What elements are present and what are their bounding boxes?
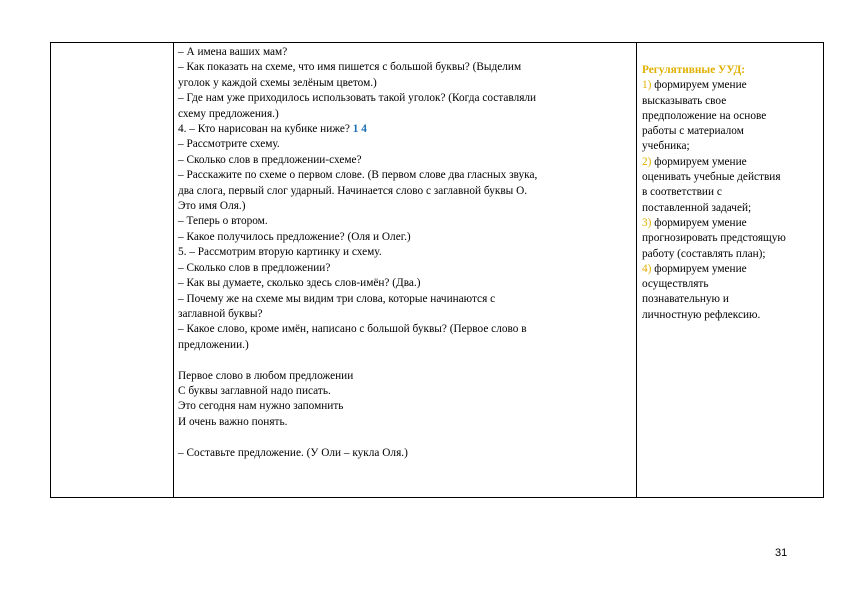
page-number: 31 xyxy=(775,547,788,559)
item-text: предположение на основе xyxy=(642,109,767,122)
item-text: формируем умение xyxy=(651,216,747,229)
item-text: оценивать учебные действия xyxy=(642,171,781,184)
item-text: работы с материалом xyxy=(642,125,744,138)
uud-item-2 xyxy=(642,155,819,170)
spacer xyxy=(178,430,632,445)
uud-heading: Регулятивные УУД: xyxy=(642,64,746,76)
text-line: – Какое получилось предложение? (Оля и Олег.) xyxy=(178,230,411,243)
text-line: – А имена ваших мам? xyxy=(178,46,288,58)
teacher-activity-cell xyxy=(174,43,637,498)
item-number: 2) xyxy=(642,155,652,168)
text-line: два слога, первый слог ударный. Начинается слово с заглавной буквы О. xyxy=(178,184,528,197)
uud-item-4 xyxy=(642,262,819,277)
item-text: учебника; xyxy=(642,140,690,153)
text-line: – Где нам уже приходилось использовать такой уголок? (Когда составляли xyxy=(178,92,537,105)
text-line: – Рассмотрите схему. xyxy=(178,138,280,151)
text-line: – Сколько слов в предложении? xyxy=(178,261,331,274)
item-text: прогнозировать предстоящую xyxy=(642,232,786,245)
uud-item-3 xyxy=(642,216,819,231)
poem-line: Первое слово в любом предложении xyxy=(178,369,354,382)
text-line: уголок у каждой схемы зелёным цветом.) xyxy=(178,76,377,89)
text-line: заглавной буквы? xyxy=(178,307,263,320)
text-line: – Как вы думаете, сколько здесь слов-имён? (Два.) xyxy=(178,277,421,290)
poem-line: Это сегодня нам нужно запомнить xyxy=(178,400,344,413)
final-task-line: – Составьте предложение. (У Оли – кукла Оля.) xyxy=(178,446,408,459)
item-text: личностную рефлексию. xyxy=(642,308,761,321)
item-text: осуществлять xyxy=(642,278,709,291)
text-line: – Какое слово, кроме имён, написано с большой буквы? (Первое слово в xyxy=(178,323,527,336)
cube-marks: 1 4 xyxy=(352,123,367,136)
uud-item-1 xyxy=(642,78,819,93)
text-line: 5. – Рассмотрим вторую картинку и схему. xyxy=(178,246,382,259)
item-text: формируем умение xyxy=(651,79,747,92)
uud-text xyxy=(637,43,823,323)
item-text: формируем умение xyxy=(651,262,747,275)
text-line: – Сколько слов в предложении-схеме? xyxy=(178,153,362,166)
item-text: поставленной задачей; xyxy=(642,201,752,214)
item-number: 3) xyxy=(642,216,652,229)
text-line-cube-question xyxy=(178,122,632,137)
poem-line: С буквы заглавной надо писать. xyxy=(178,384,331,397)
text-line: – Как показать на схеме, что имя пишется с большой буквы? (Выделим xyxy=(178,61,522,74)
item-text: познавательную и xyxy=(642,293,729,306)
text-line: Это имя Оля.) xyxy=(178,200,246,213)
uud-cell xyxy=(637,43,824,498)
item-text: работу (составлять план); xyxy=(642,247,766,260)
text-line: – Теперь о втором. xyxy=(178,215,268,228)
lesson-table xyxy=(50,42,824,498)
teacher-activity-text xyxy=(174,43,636,461)
item-number: 1) xyxy=(642,79,652,92)
table-row xyxy=(51,43,824,498)
item-text: в соответствии с xyxy=(642,186,722,199)
item-text: высказывать свое xyxy=(642,94,727,107)
cube-question: 4. – Кто нарисован на кубике ниже? xyxy=(178,123,350,136)
stage-column-cell xyxy=(51,43,174,498)
text-line: предложении.) xyxy=(178,338,249,351)
poem-line: И очень важно понять. xyxy=(178,415,288,428)
spacer xyxy=(178,353,632,368)
item-number: 4) xyxy=(642,262,652,275)
text-line: – Расскажите по схеме о первом слове. (В первом слове два гласных звука, xyxy=(178,169,538,182)
item-text: формируем умение xyxy=(651,155,747,168)
text-line: – Почему же на схеме мы видим три слова, которые начинаются с xyxy=(178,292,496,305)
text-line: схему предложения.) xyxy=(178,107,279,120)
